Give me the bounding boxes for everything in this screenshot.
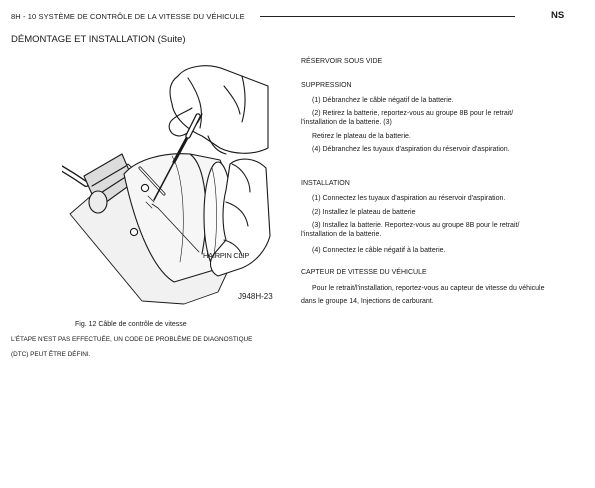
removal-step-1: (1) Débranchez le câble négatif de la batterie. xyxy=(312,97,454,104)
speed-sensor-text-line-2: dans le groupe 14, Injections de carburant. xyxy=(301,298,434,305)
speed-sensor-title: CAPTEUR DE VITESSE DU VÉHICULE xyxy=(301,269,427,276)
installation-title: INSTALLATION xyxy=(301,180,350,187)
header-rule xyxy=(260,16,515,17)
model-code: NS xyxy=(551,10,565,21)
speed-control-cable-illustration xyxy=(62,56,284,310)
removal-step-4: (4) Débranchez les tuyaux d'aspiration du réservoir d'aspiration. xyxy=(312,146,510,153)
dtc-note-line-2: (DTC) PEUT ÊTRE DÉFINI. xyxy=(11,351,91,358)
figure-id: J948H-23 xyxy=(238,292,273,301)
installation-step-3-line-1: (3) Installez la batterie. Reportez-vous au groupe 8B pour le retrait/ xyxy=(312,222,520,229)
removal-step-2-line-3: Retirez le plateau de la batterie. xyxy=(312,133,411,140)
section-title: DÉMONTAGE ET INSTALLATION (Suite) xyxy=(11,34,186,45)
installation-step-4: (4) Connectez le câble négatif à la batterie. xyxy=(312,247,446,254)
vacuum-reservoir-heading: RÉSERVOIR SOUS VIDE xyxy=(301,58,383,65)
speed-sensor-text-line-1: Pour le retrait/l'installation, reportez-vous au capteur de vitesse du véhicule xyxy=(312,285,545,292)
figure-caption: Fig. 12 Câble de contrôle de vitesse xyxy=(75,321,187,328)
hairpin-clip-callout: HAIRPIN CLIP xyxy=(203,251,250,260)
page-header-reference: 8H - 10 SYSTÈME DE CONTRÔLE DE LA VITESSE DU VÉHICULE xyxy=(11,12,245,21)
installation-step-1: (1) Connectez les tuyaux d'aspiration au réservoir d'aspiration. xyxy=(312,195,506,202)
removal-step-2-line-2: l'installation de la batterie. (3) xyxy=(301,119,392,126)
installation-step-2: (2) Installez le plateau de batterie xyxy=(312,209,416,216)
dtc-note-line-1: L'ÉTAPE N'EST PAS EFFECTUÉE, UN CODE DE PROBLÈME DE DIAGNOSTIQUE xyxy=(11,336,253,343)
removal-title: SUPPRESSION xyxy=(301,82,352,89)
removal-step-2-line-1: (2) Retirez la batterie, reportez-vous au groupe 8B pour le retrait/ xyxy=(312,110,514,117)
installation-step-3-line-2: l'installation de la batterie. xyxy=(301,231,382,238)
